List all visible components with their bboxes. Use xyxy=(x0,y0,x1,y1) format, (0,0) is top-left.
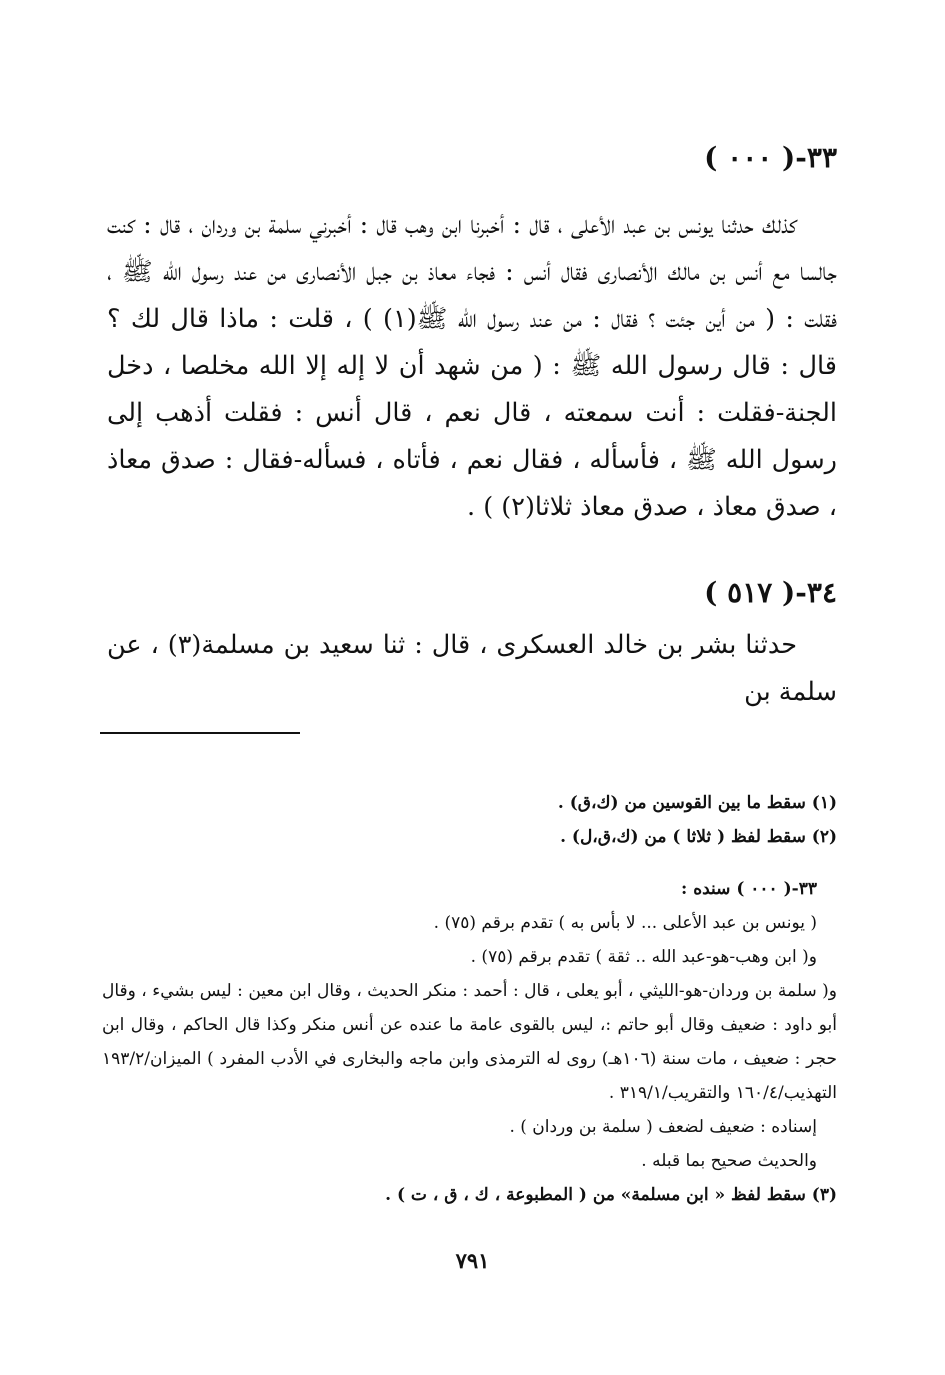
page-number: ٧٩١ xyxy=(455,1248,490,1273)
commentary-line-4: إسناده : ضعيف لضعف ( سلمة بن وردان ) . xyxy=(509,1117,817,1137)
footnote-3: (٣) سقط لفظ « ابن مسلمة» من ( المطبوعة ، ك ، ق ، ت ) . xyxy=(385,1185,837,1205)
commentary-heading: ٣٣-( ٠٠٠ ) سنده : xyxy=(681,879,817,899)
hadith-33-number: ٣٣-( ٠٠٠ ) xyxy=(704,141,837,174)
footnote-separator xyxy=(100,732,300,734)
footnote-1: (١) سقط ما بين القوسين من (ك،ق) . xyxy=(557,793,837,813)
hadith-34-number: ٣٤-( ٥١٧ ) xyxy=(704,576,837,609)
commentary xyxy=(102,872,837,1212)
hadith-34-text: حدثنا بشر بن خالد العسكرى ، قال : ثنا سعيد بن مسلمة(٣) ، عن سلمة بن xyxy=(107,630,837,707)
commentary-line-3: و( سلمة بن وردان-هو-الليثي ، أبو يعلى ، قال : أحمد : منكر الحديث ، وقال ابن معين : ليس بشيء ، وقال أبو داود : ضعيف وقال أبو حاتم :، ليس بالقوى عامة ما عنده عن أنس منكر وكذا قال الحاكم ، وقال ابن حجر : ضعيف ، مات سنة (١٠٦هـ) روى له الترمذى وابن ماجه والبخارى في الأدب المفرد ) الميزان/١٩٣/٢ التهذيب/١٦٠/٤ والتقريب/٣١٩/١ . xyxy=(102,981,837,1103)
commentary-line-5: والحديث صحيح بما قبله . xyxy=(641,1151,817,1171)
footnote-2: (٢) سقط لفظ ( ثلاثا ) من (ك،ق،ل) . xyxy=(560,827,837,847)
commentary-line-2: و( ابن وهب-هو-عبد الله .. ثقة ) تقدم برقم (٧٥) . xyxy=(470,947,817,967)
commentary-line-1: ( يونس بن عبد الأعلى ... لا بأس به ) تقدم برقم (٧٥) . xyxy=(433,913,817,933)
footnotes xyxy=(102,786,837,854)
hadith-33-text: كذلك حدثنا يونس بن عبد الأعلى ، قال : أخبرنا ابن وهب قال : أخبرني سلمة بن وردان ، قال : كنت جالسا مع أنس بن مالك الأنصارى فقال أنس : فجاء معاذ بن جبل الأنصارى من عند رسول الله ﷺ ، فقلت : ( من أين جئت ؟ فقال : من عند رسول الله ﷺ(١) ) ، قلت : ماذا قال لك ؟ قال : قال رسول الله ﷺ : ( من شهد أن لا إله إلا الله مخلصا ، دخل الجنة-فقلت : أنت سمعته ، قال نعم ، قال أنس : فقلت أذهب إلى رسول الله ﷺ ، فأسأله ، فقال نعم ، فأتاه ، فسأله-فقال : صدق معاذ ، صدق معاذ ، صدق معاذ ثلاثا(٢) ) . xyxy=(107,210,837,522)
